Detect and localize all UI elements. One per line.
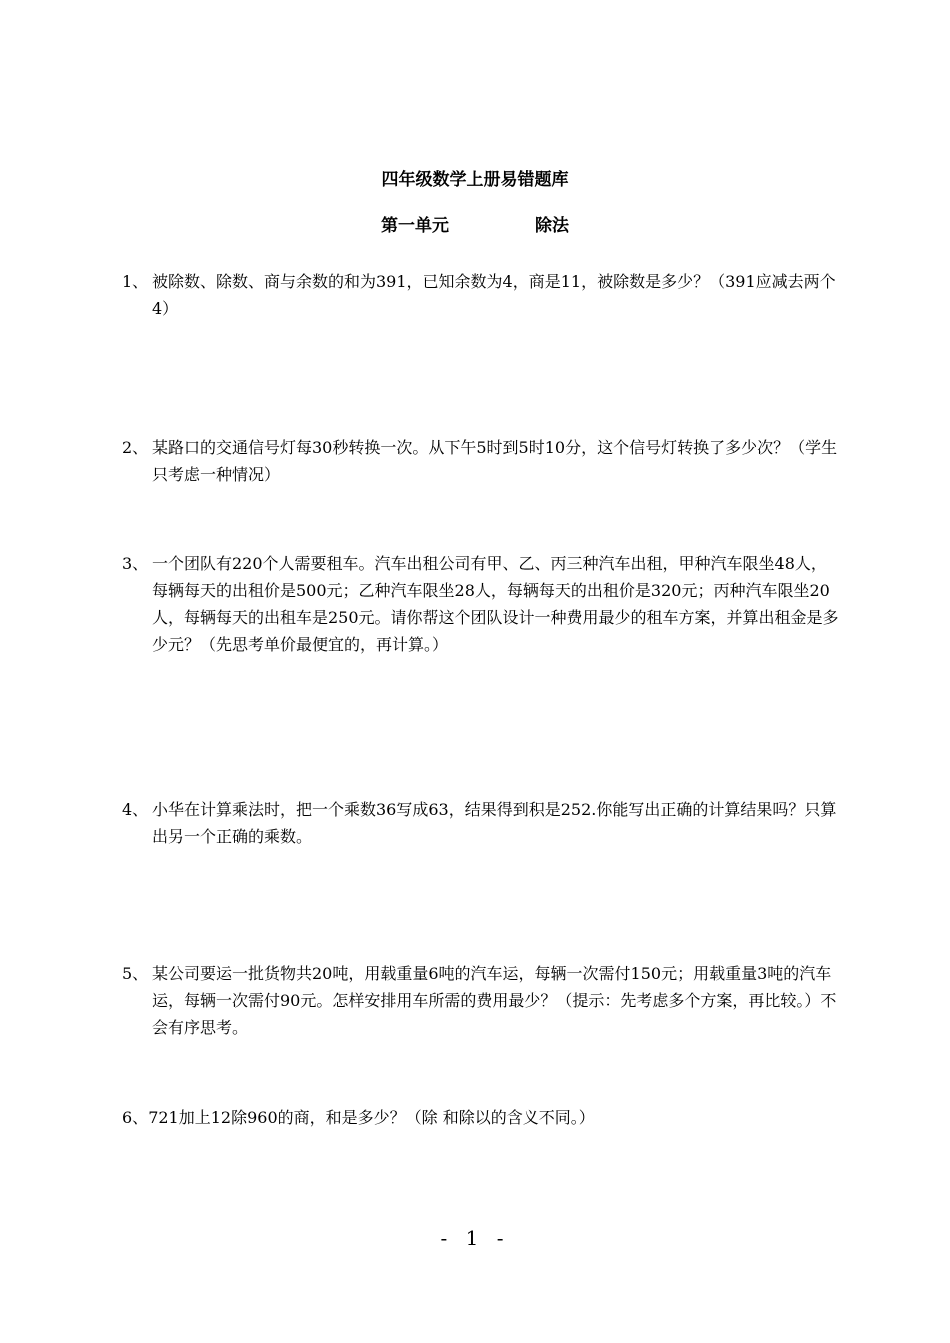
question-text: 721加上12除960的商，和是多少？（除 和除以的含义不同。） [148, 1108, 595, 1127]
page-title: 四年级数学上册易错题库 [381, 170, 569, 190]
question-1 [122, 268, 840, 322]
page-number: - 1 - [440, 1226, 510, 1250]
unit-topic: 除法 [535, 216, 569, 236]
question-5 [122, 960, 840, 1041]
question-text: 某路口的交通信号灯每30秒转换一次。从下午5时到5时10分，这个信号灯转换了多少次？（学生只考虑一种情况） [152, 438, 838, 484]
question-number: 6、 [122, 1108, 149, 1127]
question-number: 4、 [122, 800, 149, 819]
question-2 [122, 434, 840, 488]
question-text: 小华在计算乘法时，把一个乘数36写成63，结果得到积是252.你能写出正确的计算结果吗？只算出另一个正确的乘数。 [152, 800, 837, 846]
question-text: 被除数、除数、商与余数的和为391，已知余数为4，商是11，被除数是多少？（391应减去两个4） [152, 272, 836, 318]
question-number: 1、 [122, 272, 149, 291]
question-text: 某公司要运一批货物共20吨，用载重量6吨的汽车运，每辆一次需付150元；用载重量3吨的汽车运，每辆一次需付90元。怎样安排用车所需的费用最少？（提示：先考虑多个方案，再比较。）不会有序思考。 [152, 964, 837, 1037]
unit-heading [0, 214, 950, 238]
question-6 [122, 1104, 840, 1131]
question-number: 2、 [122, 438, 149, 457]
question-number: 3、 [122, 554, 149, 573]
unit-label: 第一单元 [381, 216, 449, 236]
question-number: 5、 [122, 964, 149, 983]
question-text: 一个团队有220个人需要租车。汽车出租公司有甲、乙、丙三种汽车出租，甲种汽车限坐48人，每辆每天的出租价是500元；乙种汽车限坐28人，每辆每天的出租价是320元；丙种汽车限坐20人，每辆每天的出租车是250元。请你帮这个团队设计一种费用最少的租车方案，并算出租金是多少元？（先思考单价最便宜的，再计算。） [152, 554, 839, 654]
question-3 [122, 550, 840, 658]
question-4 [122, 796, 840, 850]
